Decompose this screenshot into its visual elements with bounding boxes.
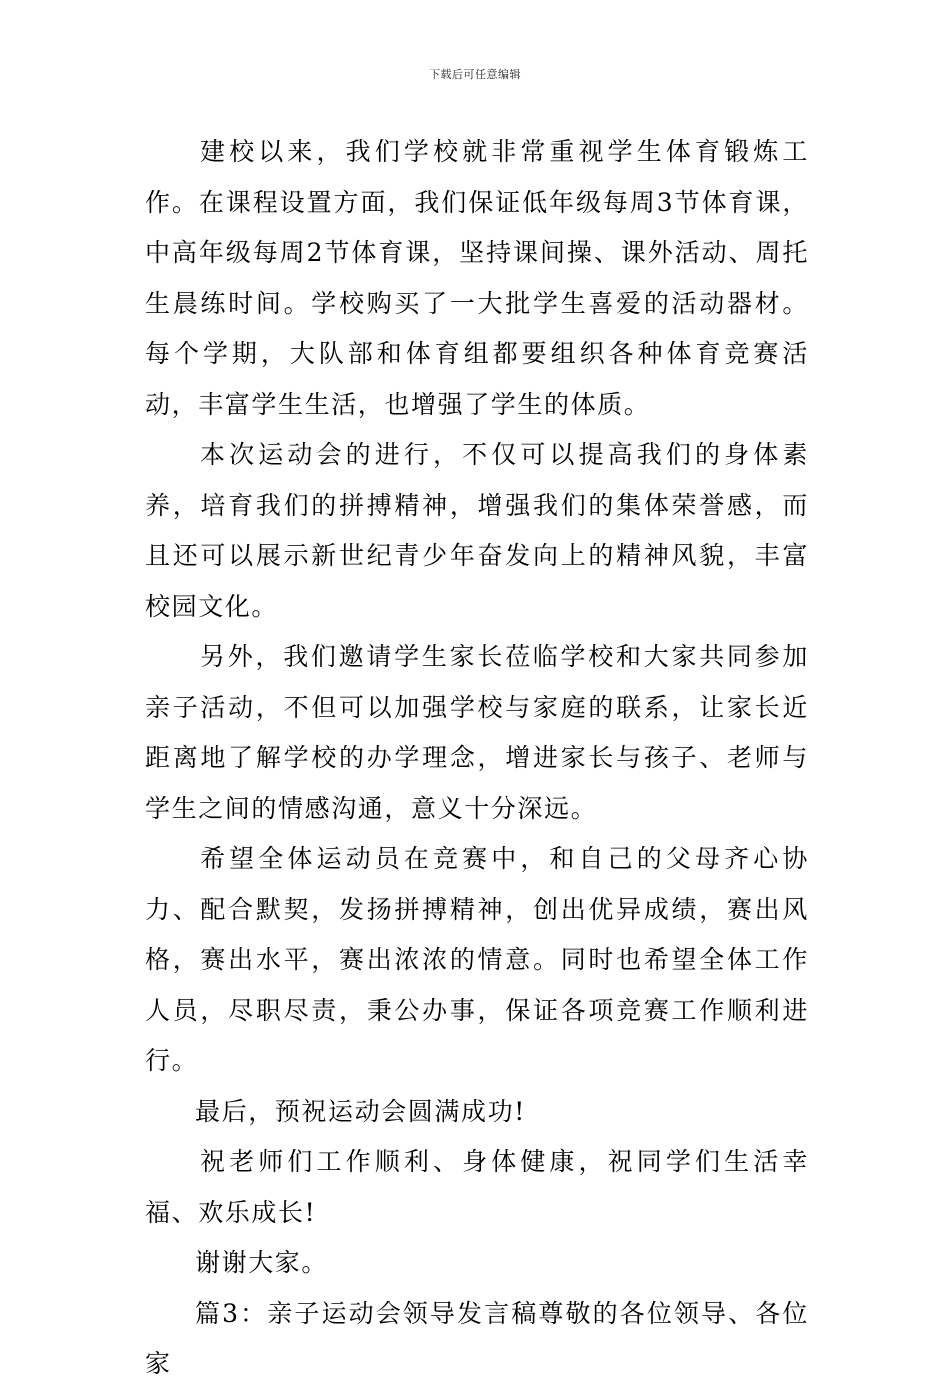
paragraph-school-pe: 建校以来，我们学校就非常重视学生体育锻炼工作。在课程设置方面，我们保证低年级每周3节体育课，中高年级每周2节体育课，坚持课间操、课外活动、周托生晨练时间。学校购买了一大批学生喜爱的活动器材。每个学期，大队部和体育组都要组织各种体育竞赛活动，丰富学生生活，也增强了学生的体质。 [145, 137, 809, 419]
paragraph-parent-child-activity: 另外，我们邀请学生家长莅临学校和大家共同参加亲子活动，不但可以加强学校与家庭的联系，让家长近距离地了解学校的办学理念，增进家长与孩子、老师与学生之间的情感沟通，意义十分深远。 [145, 642, 809, 823]
document-body [145, 127, 809, 1390]
paragraph-section-3-heading: 篇3：亲子运动会领导发言稿尊敬的各位领导、各位家 [145, 1298, 809, 1378]
page-header: 下载后可任意编辑 [429, 68, 521, 81]
paragraph-final-wish: 最后，预祝运动会圆满成功! [195, 1096, 526, 1126]
paragraph-athlete-wishes: 希望全体运动员在竞赛中，和自己的父母齐心协力、配合默契，发扬拼搏精神，创出优异成绩，赛出风格，赛出水平，赛出浓浓的情意。同时也希望全体工作人员，尽职尽责，秉公办事，保证各项竞赛工作顺利进行。 [145, 844, 809, 1075]
paragraph-blessing: 祝老师们工作顺利、身体健康，祝同学们生活幸福、欢乐成长! [145, 1147, 809, 1227]
paragraph-thanks: 谢谢大家。 [195, 1248, 329, 1277]
paragraph-sports-meet-purpose: 本次运动会的进行，不仅可以提高我们的身体素养，培育我们的拼搏精神，增强我们的集体荣誉感，而且还可以展示新世纪青少年奋发向上的精神风貌，丰富校园文化。 [145, 440, 809, 621]
